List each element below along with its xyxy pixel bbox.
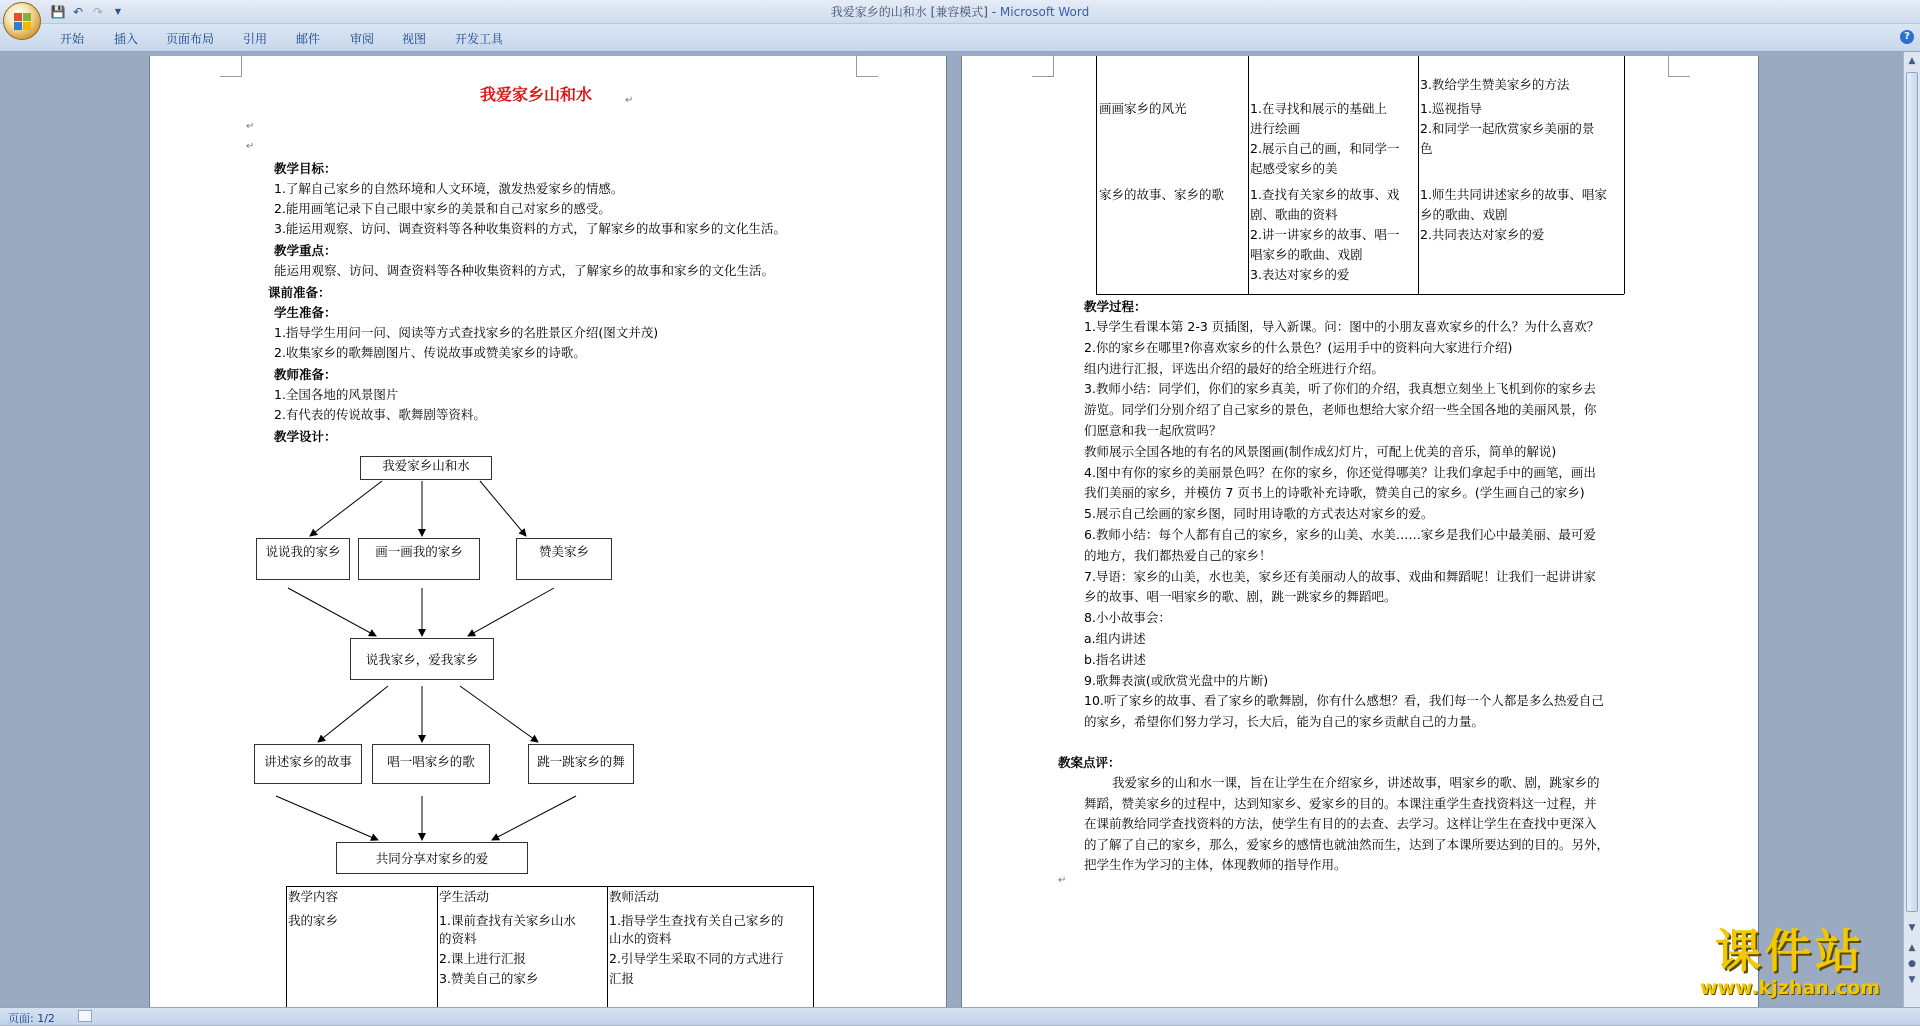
diagram-arrow — [460, 686, 538, 742]
paragraph-mark: ↵ — [246, 141, 255, 152]
table-cell: 3.表达对家乡的爱 — [1250, 267, 1350, 282]
diagram-arrow — [288, 588, 376, 636]
process-line: 9.歌舞表演(或欣赏光盘中的片断) — [1084, 672, 1269, 688]
diagram-arrow — [276, 796, 378, 840]
window-title: 我爱家乡的山和水 [兼容模式] - Microsoft Word — [830, 5, 1090, 19]
diagram-box: 唱一唱家乡的歌 — [372, 744, 490, 784]
process-line: 2.你的家乡在哪里?你喜欢家乡的什么景色？(运用手中的资料向大家进行介绍) — [1084, 339, 1513, 355]
help-icon[interactable]: ? — [1900, 30, 1914, 44]
student-item: 1.指导学生用问一问、阅读等方式查找家乡的名胜景区介绍(图文并茂) — [274, 325, 659, 340]
tab-home[interactable]: 开始 — [60, 32, 85, 46]
process-line: 的家乡，希望你们努力学习，长大后，能为自己的家乡贡献自己的力量。 — [1084, 714, 1485, 730]
app-name: Microsoft Word — [999, 5, 1090, 19]
student-heading: 学生准备： — [274, 305, 337, 320]
tab-page-layout[interactable]: 页面布局 — [166, 32, 215, 46]
design-heading: 教学设计： — [274, 429, 337, 444]
diagram-box: 画一画我的家乡 — [358, 538, 480, 580]
table-cell: 色 — [1420, 141, 1433, 156]
table-cell: 画画家乡的风光 — [1099, 101, 1187, 116]
process-heading: 教学过程： — [1084, 299, 1147, 314]
table-cell: 起感受家乡的美 — [1250, 161, 1338, 176]
review-line: 把学生作为学习的主体，体现教师的指导作用。 — [1084, 857, 1347, 872]
table-header: 教师活动 — [609, 889, 660, 904]
office-logo-icon — [14, 13, 32, 31]
diagram-middle-box: 说我家乡，爱我家乡 — [350, 638, 494, 680]
goal-item: 2.能用画笔记录下自己眼中家乡的美景和自己对家乡的感受。 — [274, 201, 611, 216]
diagram-top-box: 我爱家乡山和水 — [360, 456, 492, 480]
page-title: 我爱家乡山和水 — [480, 85, 593, 104]
student-item: 2.收集家乡的歌舞剧图片、传说故事或赞美家乡的诗歌。 — [274, 345, 586, 360]
process-line: 游览。同学们分别介绍了自己家乡的景色，老师也想给大家介绍一些全国各地的美丽风景，你 — [1084, 402, 1597, 418]
watermark-title: 课件站 — [1715, 924, 1865, 978]
diagram-arrow — [318, 686, 388, 742]
process-line: 们愿意和我一起欣赏吗？ — [1084, 423, 1222, 438]
table-cell: 2.引导学生采取不同的方式进行 — [609, 951, 784, 966]
prep-heading: 课前准备： — [268, 285, 331, 300]
tab-mailings[interactable]: 邮件 — [296, 32, 321, 46]
crop-mark — [1668, 55, 1690, 77]
proofing-icon[interactable] — [78, 1010, 92, 1022]
table-cell: 的资料 — [439, 931, 477, 946]
table-cell: 1.巡视指导 — [1420, 101, 1482, 116]
title-bar — [0, 0, 1920, 24]
table-cell: 唱家乡的歌曲、戏剧 — [1250, 247, 1363, 262]
table-cell: 1.课前查找有关家乡山水 — [439, 913, 576, 928]
teacher-item: 1.全国各地的风景图片 — [274, 387, 399, 402]
table-cell: 2.共同表达对家乡的爱 — [1420, 227, 1545, 242]
table-cell: 山水的资料 — [609, 931, 672, 946]
table-cell: 1.在寻找和展示的基础上 — [1250, 101, 1387, 116]
scroll-thumb[interactable] — [1906, 72, 1918, 912]
table-cell: 2.讲一讲家乡的故事、唱一 — [1250, 227, 1400, 242]
teacher-item: 2.有代表的传说故事、歌舞剧等资料。 — [274, 407, 486, 422]
tab-developer[interactable]: 开发工具 — [455, 32, 504, 46]
undo-icon[interactable]: ↶ — [72, 5, 84, 19]
paragraph-mark: ↵ — [625, 95, 634, 106]
scroll-up-icon[interactable]: ▲ — [1908, 56, 1916, 66]
page-indicator[interactable]: 页面: 1/2 — [8, 1012, 55, 1025]
tab-insert[interactable]: 插入 — [114, 32, 139, 46]
diagram-arrow — [310, 481, 382, 536]
diagram-box: 说说我的家乡 — [256, 538, 350, 580]
goals-heading: 教学目标： — [274, 161, 337, 176]
customize-qat-icon[interactable]: ▼ — [114, 7, 122, 16]
table-cell: 乡的歌曲、戏剧 — [1420, 207, 1508, 222]
process-line: a.组内讲述 — [1084, 631, 1146, 646]
diagram-box: 讲述家乡的故事 — [254, 744, 362, 784]
table-cell: 2.展示自己的画，和同学一 — [1250, 141, 1400, 156]
key-heading: 教学重点： — [274, 243, 337, 258]
table-cell: 1.查找有关家乡的故事、戏 — [1250, 187, 1400, 202]
goal-item: 3.能运用观察、访问、调查资料等各种收集资料的方式，了解家乡的故事和家乡的文化生活。 — [274, 221, 786, 236]
office-button[interactable] — [3, 2, 41, 40]
process-line: 组内进行汇报，评选出介绍的最好的给全班进行介绍。 — [1084, 360, 1385, 376]
process-line: b.指名讲述 — [1084, 651, 1146, 667]
process-line: 6.教师小结：每个人都有自己的家乡，家乡的山美、水美……家乡是我们心中最美丽、最可爱 — [1084, 527, 1596, 542]
scroll-down-icon[interactable]: ▼ — [1908, 923, 1916, 933]
crop-mark — [1032, 55, 1054, 77]
process-line: 7.导语：家乡的山美，水也美，家乡还有美丽动人的故事、戏曲和舞蹈呢！让我们一起讲讲家 — [1084, 568, 1596, 584]
table-cell: 我的家乡 — [288, 913, 339, 928]
table-cell: 1.指导学生查找有关自己家乡的 — [609, 913, 784, 928]
table-cell: 汇报 — [609, 971, 635, 986]
process-line: 1.导学生看课本第 2-3 页插图，导入新课。问：图中的小朋友喜欢家乡的什么？为什么喜欢？ — [1084, 319, 1600, 334]
process-line: 的地方，我们都热爱自己的家乡！ — [1084, 547, 1272, 563]
table-cell: 进行绘画 — [1250, 121, 1301, 136]
paragraph-mark: ↵ — [246, 121, 255, 132]
document-page-2[interactable] — [962, 56, 1758, 1007]
review-line: 的了解了自己的家乡，那么，爱家乡的感情也就油然而生，达到了本课所要达到的目的。另外， — [1084, 836, 1610, 852]
teacher-heading: 教师准备： — [274, 367, 337, 382]
tab-review[interactable]: 审阅 — [350, 32, 375, 46]
save-icon[interactable]: 💾 — [50, 5, 66, 19]
table-cell: 2.课上进行汇报 — [439, 951, 526, 966]
process-line: 3.教师小结：同学们，你们的家乡真美，听了你们的介绍，我真想立刻坐上飞机到你的家乡去 — [1084, 381, 1596, 397]
diagram-arrow — [492, 796, 576, 840]
process-line: 8.小小故事会： — [1084, 610, 1171, 626]
table-cell: 3.赞美自己的家乡 — [439, 971, 539, 986]
table-cell: 1.师生共同讲述家乡的故事、唱家 — [1420, 187, 1607, 202]
process-line: 4.图中有你的家乡的美丽景色吗？在你的家乡，你还觉得哪美？让我们拿起手中的画笔，画出 — [1084, 464, 1596, 480]
diagram-box: 赞美家乡 — [516, 538, 612, 580]
previous-page-icon[interactable]: ▲ — [1908, 943, 1916, 953]
process-line: 10.听了家乡的故事、看了家乡的歌舞剧，你有什么感想？看，我们每一个人都是多么热爱自己 — [1084, 693, 1604, 709]
ribbon-tabs — [0, 24, 1920, 52]
process-line: 5.展示自己绘画的家乡图，同时用诗歌的方式表达对家乡的爱。 — [1084, 506, 1434, 522]
review-heading: 教案点评： — [1058, 755, 1121, 770]
table-header: 教学内容 — [288, 889, 339, 904]
vertical-scrollbar[interactable] — [1903, 52, 1920, 1007]
tab-references[interactable]: 引用 — [243, 32, 268, 46]
table-cell: 2.和同学一起欣赏家乡美丽的景 — [1420, 121, 1595, 136]
diagram-arrow — [468, 588, 554, 636]
select-browse-object-icon[interactable]: ● — [1908, 959, 1916, 969]
table-header: 学生活动 — [439, 889, 490, 904]
process-line: 乡的故事、唱一唱家乡的歌、剧，跳一跳家乡的舞蹈吧。 — [1084, 589, 1397, 605]
table-cell: 家乡的故事、家乡的歌 — [1099, 187, 1225, 202]
document-page-1[interactable] — [150, 56, 946, 1007]
review-line: 我爱家乡的山和水一课，旨在让学生在介绍家乡，讲述故事，唱家乡的歌、剧，跳家乡的 — [1112, 775, 1600, 790]
paragraph-mark: ↵ — [1058, 875, 1067, 886]
watermark-logo — [1670, 925, 1910, 999]
diagram-arrows — [150, 56, 946, 1007]
redo-icon[interactable]: ↷ — [92, 5, 104, 19]
diagram-box: 跳一跳家乡的舞 — [528, 744, 634, 784]
goal-item: 1.了解自己家乡的自然环境和人文环境，激发热爱家乡的情感。 — [274, 181, 624, 196]
diagram-arrow — [480, 481, 526, 536]
table-cell: 3.教给学生赞美家乡的方法 — [1420, 77, 1570, 92]
key-text: 能运用观察、访问、调查资料等各种收集资料的方式，了解家乡的故事和家乡的文化生活。 — [274, 263, 775, 278]
diagram-bottom-box: 共同分享对家乡的爱 — [336, 842, 528, 874]
table-cell: 剧、歌曲的资料 — [1250, 207, 1338, 222]
next-page-icon[interactable]: ▼ — [1908, 975, 1916, 985]
tab-view[interactable]: 视图 — [402, 32, 427, 46]
process-line: 我们美丽的家乡，并模仿 7 页书上的诗歌补充诗歌，赞美自己的家乡。(学生画自己的家乡) — [1084, 485, 1585, 501]
status-bar — [0, 1007, 1920, 1025]
document-workspace — [0, 52, 1903, 1007]
watermark-url: www.kjzhan.com — [1699, 977, 1881, 999]
review-line: 舞蹈，赞美家乡的过程中，达到知家乡、爱家乡的目的。本课注重学生查找资料这一过程，并 — [1084, 795, 1597, 811]
review-line: 在课前教给同学查找资料的方法，使学生有目的的去查、去学习。这样让学生在查找中更深入 — [1084, 816, 1597, 831]
process-line: 教师展示全国各地的有名的风景图画(制作成幻灯片，可配上优美的音乐，简单的解说) — [1084, 443, 1557, 459]
